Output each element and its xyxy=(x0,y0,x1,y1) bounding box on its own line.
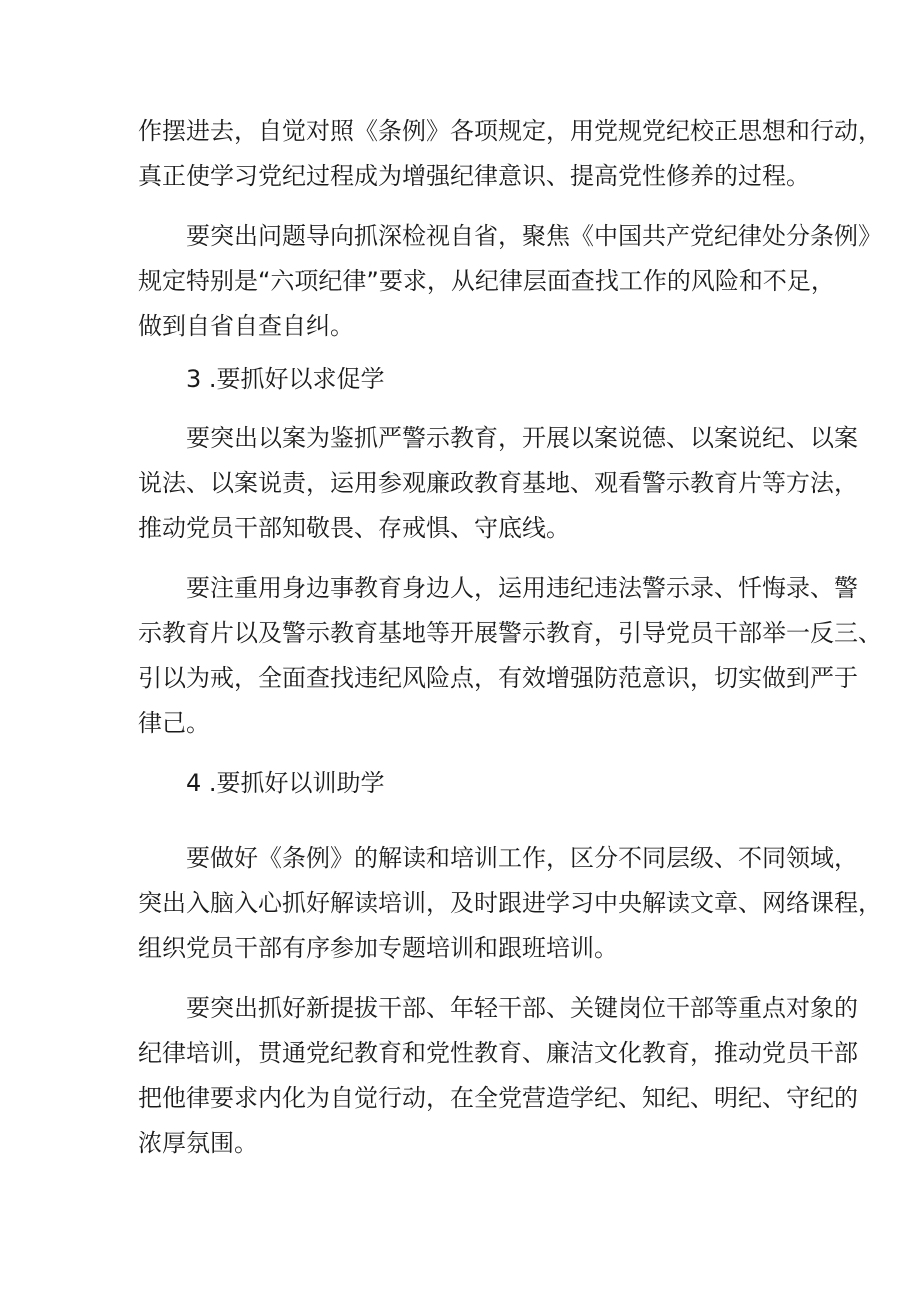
paragraph-4-line-2: 示教育片以及警示教育基地等开展警示教育，引导党员干部举一反三、 xyxy=(138,619,882,647)
paragraph-6-line-2: 纪律培训，贯通党纪教育和党性教育、廉洁文化教育，推动党员干部 xyxy=(138,1039,858,1067)
paragraph-3-line-2: 说法、以案说责，运用参观廉政教育基地、观看警示教育片等方法， xyxy=(138,469,858,497)
paragraph-6-line-3: 把他律要求内化为自觉行动，在全党营造学纪、知纪、明纪、守纪的 xyxy=(138,1084,858,1112)
paragraph-3-line-3: 推动党员干部知敬畏、存戒惧、守底线。 xyxy=(138,514,570,542)
paragraph-2-line-2: 规定特别是“六项纪律”要求，从纪律层面查找工作的风险和不足， xyxy=(138,267,835,295)
paragraph-4-line-3: 引以为戒，全面查找违纪风险点，有效增强防范意识，切实做到严于 xyxy=(138,664,858,692)
paragraph-4-line-4: 律己。 xyxy=(138,709,210,737)
section-heading-4: 4 .要抓好以训助学 xyxy=(186,769,385,797)
paragraph-5-line-1: 要做好《条例》的解读和培训工作，区分不同层级、不同领域， xyxy=(186,844,858,872)
paragraph-2-line-3: 做到自省自查自纠。 xyxy=(138,312,354,340)
paragraph-4-line-1: 要注重用身边事教育身边人，运用违纪违法警示录、忏悔录、警 xyxy=(186,574,858,602)
paragraph-3-line-1: 要突出以案为鉴抓严警示教育，开展以案说德、以案说纪、以案 xyxy=(186,424,858,452)
paragraph-6-line-4: 浓厚氛围。 xyxy=(138,1129,258,1157)
paragraph-1-line-2: 真正使学习党纪过程成为增强纪律意识、提高党性修养的过程。 xyxy=(138,162,810,190)
paragraph-6-line-1: 要突出抓好新提拔干部、年轻干部、关键岗位干部等重点对象的 xyxy=(186,994,858,1022)
section-heading-3: 3 .要抓好以求促学 xyxy=(186,365,385,393)
paragraph-1-line-1: 作摆进去，自觉对照《条例》各项规定，用党规党纪校正思想和行动， xyxy=(138,117,882,145)
paragraph-5-line-3: 组织党员干部有序参加专题培训和跟班培训。 xyxy=(138,934,618,962)
paragraph-2-line-1: 要突出问题导向抓深检视自省，聚焦《中国共产党纪律处分条例》 xyxy=(186,222,882,250)
paragraph-5-line-2: 突出入脑入心抓好解读培训，及时跟进学习中央解读文章、网络课程， xyxy=(138,889,882,917)
